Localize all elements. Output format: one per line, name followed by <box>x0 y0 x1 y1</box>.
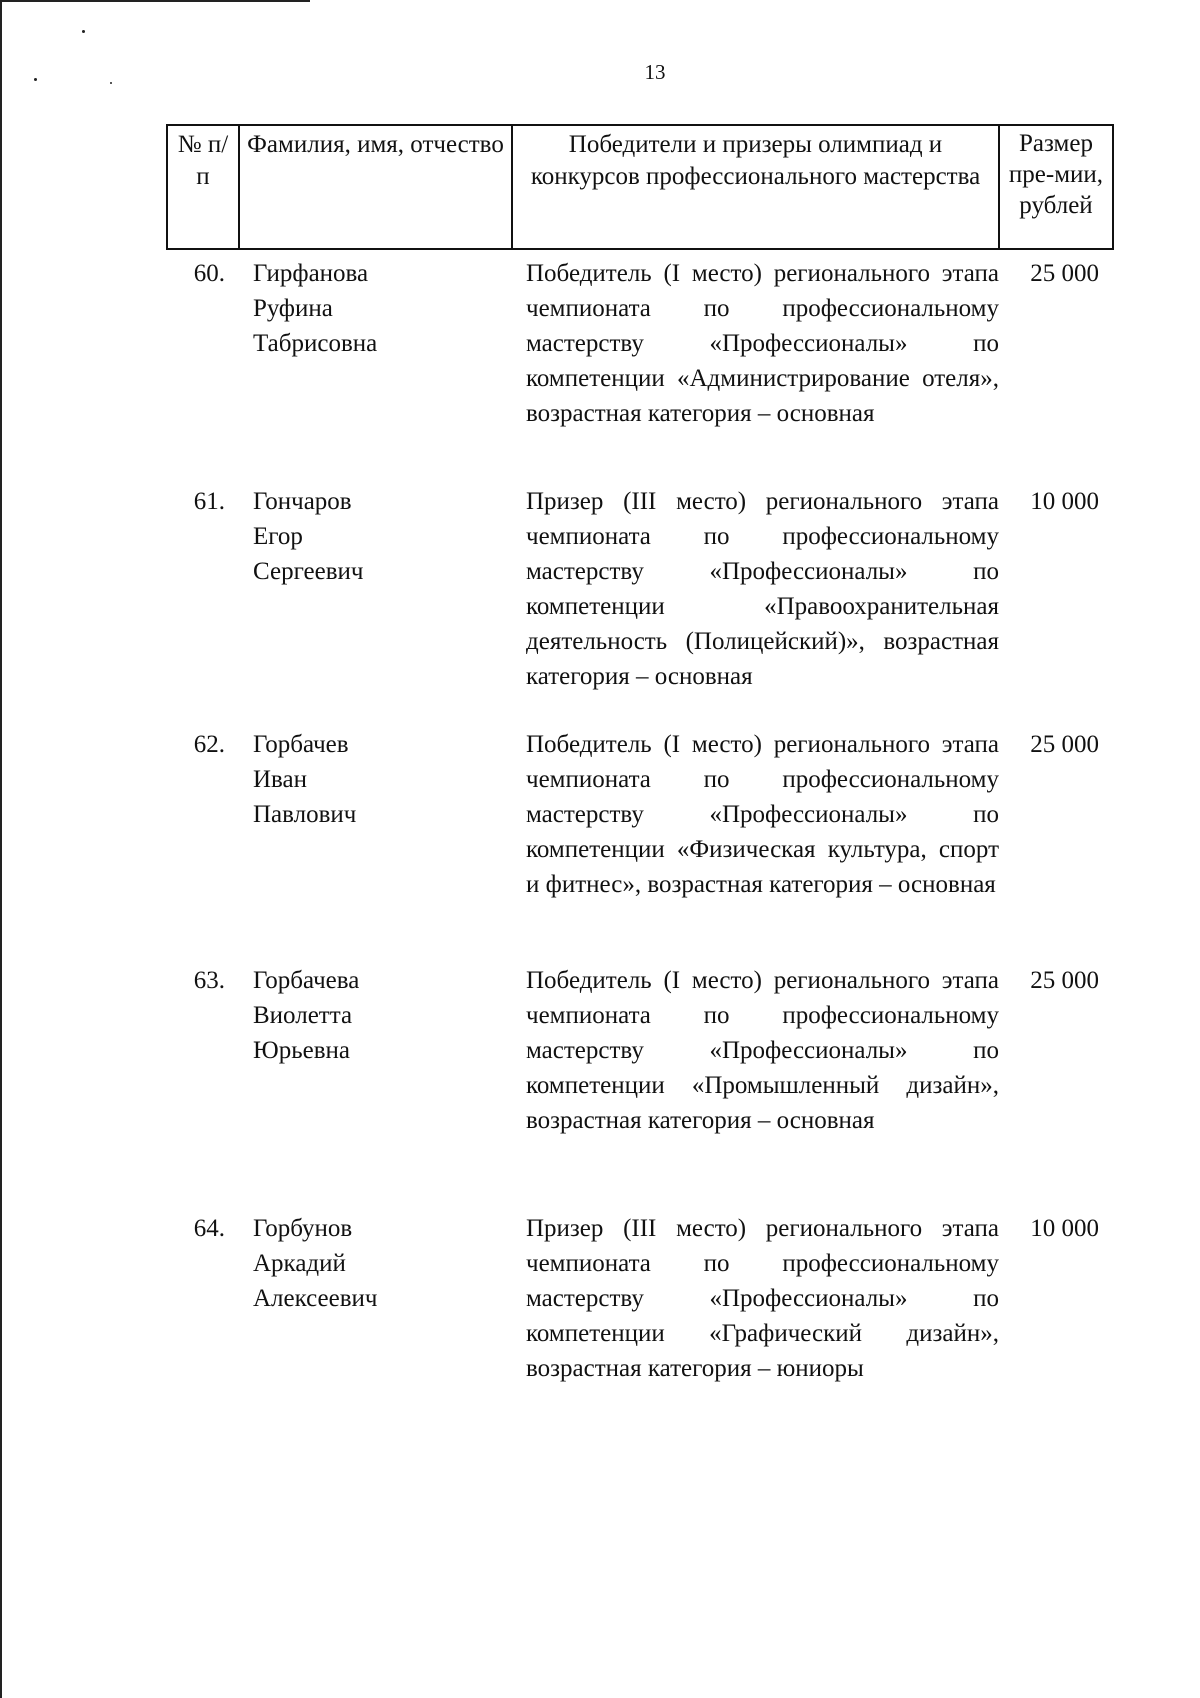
header-num <box>167 125 239 249</box>
prize-amount: 10 000 <box>1030 1215 1099 1242</box>
header-desc-label: Победители и призеры олимпиад и конкурсов профессионального мастерства <box>530 131 981 190</box>
surname: Горбачева <box>253 967 360 994</box>
award-description: Призер (III место) регионального этапа чемпионата по профессиональному мастерству «Профессионалы» по компетенции «Правоохранительная деятельность (Полицейский)», возрастная категория – основная <box>526 488 999 690</box>
table-row <box>167 727 1113 963</box>
patronymic: Павлович <box>253 801 357 828</box>
header-num-label: № п/п <box>177 131 229 190</box>
row-number: 63. <box>193 967 225 994</box>
table-row <box>167 484 1113 727</box>
row-number: 61. <box>193 488 225 515</box>
header-name <box>239 125 512 249</box>
header-desc <box>512 125 999 249</box>
table-row <box>167 963 1113 1211</box>
first-name: Иван <box>253 766 308 793</box>
patronymic: Табрисовна <box>253 330 378 357</box>
award-description: Победитель (I место) регионального этапа чемпионата по профессиональному мастерству «Профессионалы» по компетенции «Физическая культура, спорт и фитнес», возрастная категория – основная <box>526 731 999 898</box>
header-prize-label: Размер пре-мии, рублей <box>1008 130 1104 219</box>
first-name: Аркадий <box>253 1250 346 1277</box>
person-name <box>239 963 512 1211</box>
award-description: Победитель (I место) регионального этапа чемпионата по профессиональному мастерству «Профессионалы» по компетенции «Промышленный дизайн», возрастная категория – основная <box>526 967 999 1134</box>
first-name: Руфина <box>253 295 333 322</box>
person-name <box>239 727 512 963</box>
table-header-row <box>167 125 1113 249</box>
surname: Гончаров <box>253 488 352 515</box>
table-row <box>167 249 1113 484</box>
award-description: Призер (III место) регионального этапа чемпионата по профессиональному мастерству «Профессионалы» по компетенции «Графический дизайн», возрастная категория – юниоры <box>526 1215 999 1382</box>
prize-amount: 25 000 <box>1030 731 1099 758</box>
page-number: 13 <box>644 60 666 84</box>
award-description: Победитель (I место) регионального этапа чемпионата по профессиональному мастерству «Профессионалы» по компетенции «Администрирование отеля», возрастная категория – основная <box>526 260 999 427</box>
patronymic: Алексеевич <box>253 1285 378 1312</box>
person-name <box>239 249 512 484</box>
surname: Гирфанова <box>253 260 369 287</box>
header-prize <box>999 125 1113 249</box>
patronymic: Сергеевич <box>253 558 364 585</box>
prize-amount: 10 000 <box>1030 488 1099 515</box>
awards-table <box>166 124 1114 1391</box>
prize-amount: 25 000 <box>1030 260 1099 287</box>
scan-speck <box>82 30 85 33</box>
surname: Горбачев <box>253 731 349 758</box>
header-name-label: Фамилия, имя, отчество <box>247 131 504 158</box>
table-row <box>167 1211 1113 1391</box>
row-number: 64. <box>193 1215 225 1242</box>
first-name: Виолетта <box>253 1002 353 1029</box>
scan-border-left <box>0 0 2 1698</box>
prize-amount: 25 000 <box>1030 967 1099 994</box>
scan-border-top <box>0 0 310 2</box>
person-name <box>239 484 512 727</box>
patronymic: Юрьевна <box>253 1037 350 1064</box>
person-name <box>239 1211 512 1391</box>
row-number: 62. <box>193 731 225 758</box>
surname: Горбунов <box>253 1215 353 1242</box>
row-number: 60. <box>193 260 225 287</box>
first-name: Егор <box>253 523 303 550</box>
